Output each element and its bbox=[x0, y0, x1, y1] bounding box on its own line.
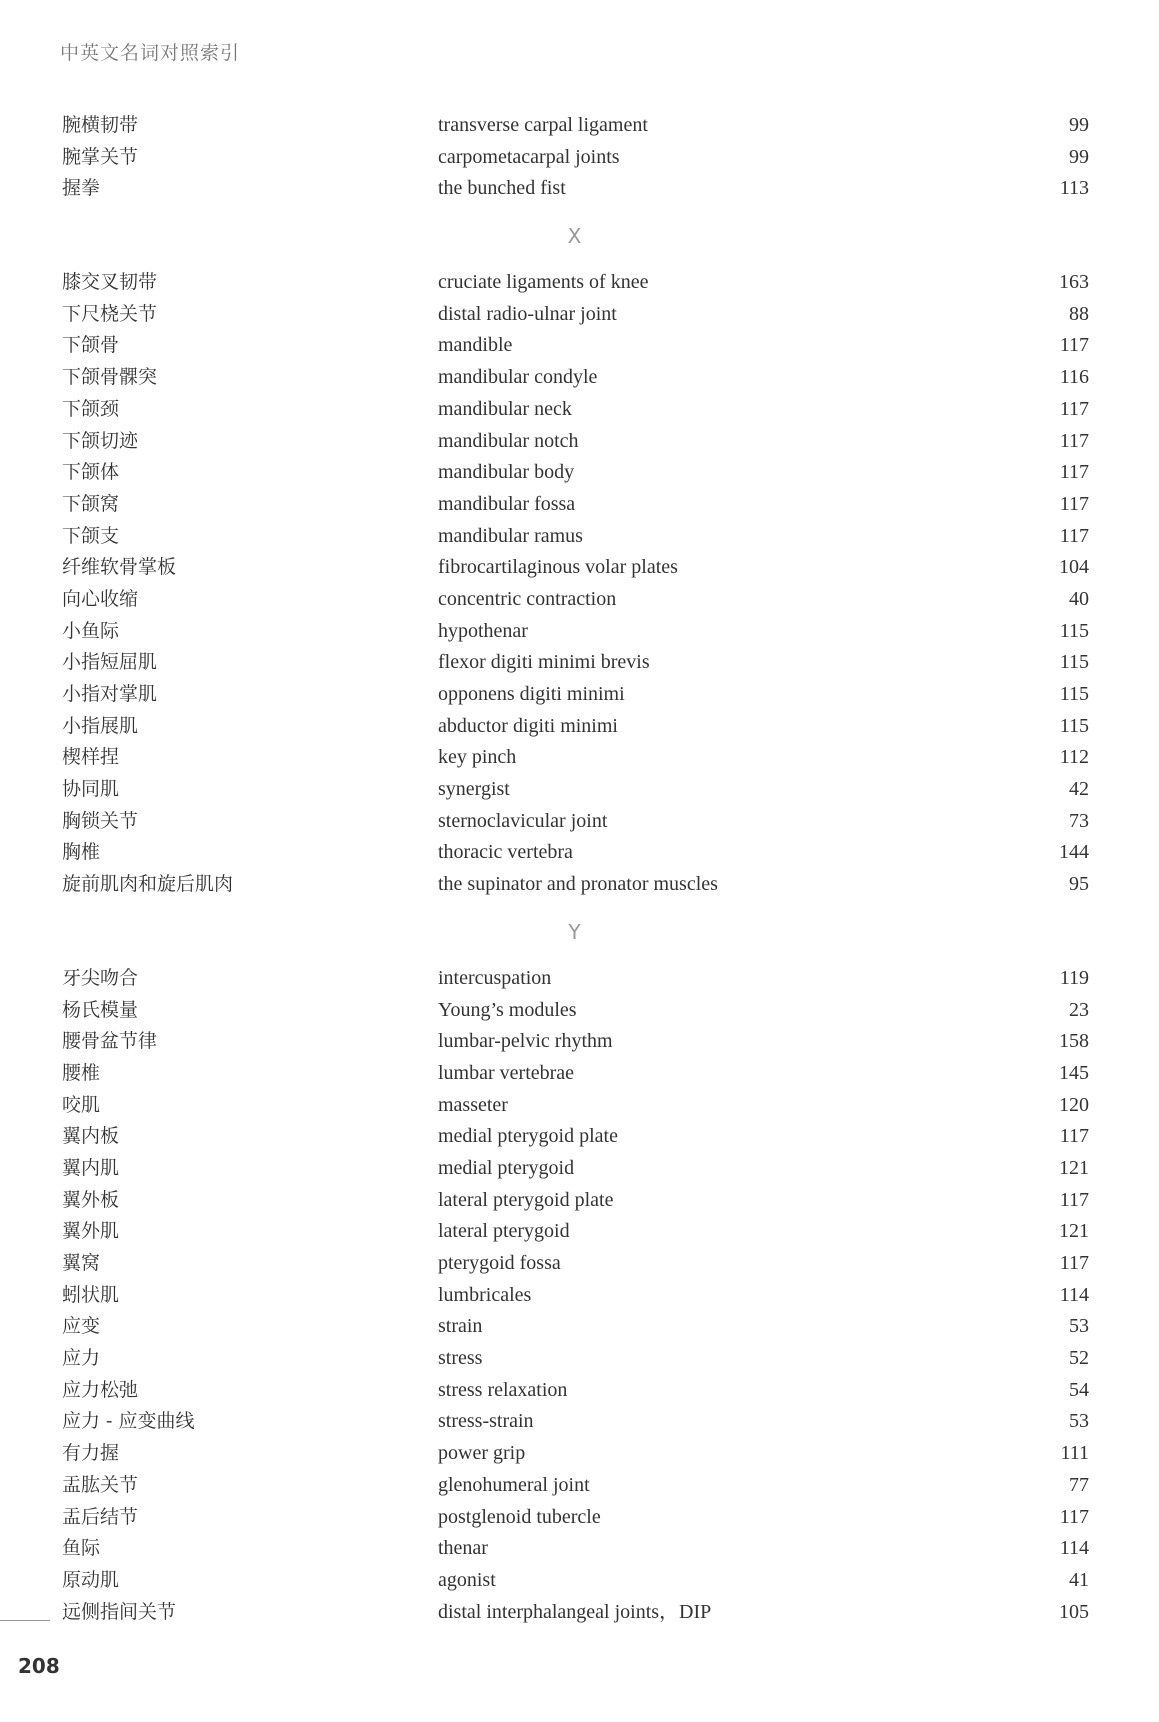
page-ref: 53 bbox=[1069, 1315, 1089, 1338]
english-term: thenar bbox=[438, 1537, 488, 1560]
page-ref: 77 bbox=[1069, 1473, 1089, 1496]
english-term: the supinator and pronator muscles bbox=[438, 873, 718, 896]
english-term: thoracic vertebra bbox=[438, 841, 573, 864]
chinese-term: 腰椎 bbox=[62, 1061, 101, 1084]
chinese-term: 胸椎 bbox=[62, 841, 101, 864]
page-ref: 163 bbox=[1059, 271, 1089, 294]
chinese-term: 纤维软骨掌板 bbox=[62, 556, 177, 579]
page-number: 208 bbox=[18, 1654, 60, 1678]
english-term: Young’s modules bbox=[438, 998, 577, 1021]
english-term: lumbar vertebrae bbox=[438, 1061, 575, 1084]
english-term: hypothenar bbox=[438, 619, 528, 642]
index-entry bbox=[0, 711, 1159, 743]
page-ref: 145 bbox=[1059, 1061, 1089, 1084]
page-ref: 115 bbox=[1059, 619, 1089, 642]
chinese-term: 翼外肌 bbox=[62, 1220, 120, 1243]
index-entry bbox=[0, 552, 1159, 584]
english-term: postglenoid tubercle bbox=[438, 1505, 601, 1528]
index-entry bbox=[0, 647, 1159, 679]
index-entry bbox=[0, 1153, 1159, 1185]
chinese-term: 应变 bbox=[62, 1315, 101, 1338]
page-ref: 111 bbox=[1060, 1442, 1089, 1465]
english-term: pterygoid fossa bbox=[438, 1252, 561, 1274]
english-term: lumbar-pelvic rhythm bbox=[438, 1030, 613, 1053]
chinese-term: 下颌骨髁突 bbox=[62, 366, 158, 389]
index-entry bbox=[0, 584, 1159, 616]
english-term: fibrocartilaginous volar plates bbox=[438, 556, 678, 579]
english-term: mandibular condyle bbox=[438, 366, 598, 389]
chinese-term: 下颌支 bbox=[62, 524, 120, 547]
index-entry bbox=[0, 521, 1159, 553]
chinese-term: 翼内板 bbox=[62, 1125, 120, 1148]
english-term: mandibular notch bbox=[438, 429, 579, 452]
chinese-term: 向心收缩 bbox=[62, 587, 139, 610]
index-entry bbox=[0, 1248, 1159, 1280]
index-entry bbox=[0, 362, 1159, 394]
section-letter bbox=[0, 901, 1159, 963]
english-term: stress-strain bbox=[438, 1410, 534, 1433]
english-term: mandible bbox=[438, 334, 513, 357]
index-entry bbox=[0, 679, 1159, 711]
chinese-term: 下颌骨 bbox=[62, 334, 120, 357]
index-entry bbox=[0, 616, 1159, 648]
chinese-term: 小指对掌肌 bbox=[62, 683, 158, 705]
chinese-term: 翼窝 bbox=[62, 1252, 101, 1274]
chinese-term: 翼内肌 bbox=[62, 1156, 120, 1179]
english-term: cruciate ligaments of knee bbox=[438, 271, 649, 294]
index-entry bbox=[0, 1185, 1159, 1217]
page-ref: 144 bbox=[1059, 841, 1089, 864]
page-ref: 104 bbox=[1059, 556, 1089, 579]
page-ref: 117 bbox=[1059, 1125, 1089, 1148]
english-term: transverse carpal ligament bbox=[438, 114, 648, 136]
page-ref: 99 bbox=[1069, 114, 1089, 136]
english-term: power grip bbox=[438, 1442, 526, 1465]
page-ref: 117 bbox=[1059, 334, 1089, 357]
chinese-term: 原动肌 bbox=[62, 1568, 120, 1591]
english-term: masseter bbox=[438, 1093, 508, 1116]
index-entry bbox=[0, 774, 1159, 806]
chinese-term: 腕掌关节 bbox=[62, 145, 139, 168]
index-entry bbox=[0, 1311, 1159, 1343]
index-entry bbox=[0, 299, 1159, 331]
page-ref: 112 bbox=[1059, 746, 1089, 769]
page-ref: 121 bbox=[1059, 1156, 1089, 1179]
english-term: stress bbox=[438, 1347, 483, 1370]
index-entry bbox=[0, 1058, 1159, 1090]
chinese-term: 有力握 bbox=[62, 1442, 120, 1465]
chinese-term: 远侧指间关节 bbox=[62, 1600, 177, 1623]
chinese-term: 小鱼际 bbox=[62, 619, 120, 642]
english-term: mandibular neck bbox=[438, 397, 572, 420]
page-ref: 117 bbox=[1059, 429, 1089, 452]
index-entry bbox=[0, 1216, 1159, 1248]
page-ref: 113 bbox=[1059, 177, 1089, 200]
page-ref: 41 bbox=[1069, 1568, 1089, 1591]
index-entry bbox=[0, 1343, 1159, 1375]
chinese-term: 咬肌 bbox=[62, 1093, 101, 1116]
chinese-term: 小指短屈肌 bbox=[62, 651, 158, 674]
index-entry bbox=[0, 1502, 1159, 1534]
index-entry bbox=[0, 1121, 1159, 1153]
page-ref: 117 bbox=[1059, 524, 1089, 547]
page-ref: 117 bbox=[1059, 397, 1089, 420]
page-ref: 52 bbox=[1069, 1347, 1089, 1370]
chinese-term: 翼外板 bbox=[62, 1188, 120, 1211]
chinese-term: 应力 bbox=[62, 1347, 101, 1370]
index-entry bbox=[0, 1280, 1159, 1312]
page-ref: 121 bbox=[1059, 1220, 1089, 1243]
page-ref: 117 bbox=[1059, 1505, 1089, 1528]
chinese-term: 楔样捏 bbox=[62, 746, 120, 769]
page-ref: 117 bbox=[1059, 1188, 1089, 1211]
index-entry bbox=[0, 267, 1159, 299]
index-entry bbox=[0, 142, 1159, 174]
english-term: the bunched fist bbox=[438, 177, 566, 200]
chinese-term: 下颌颈 bbox=[62, 397, 120, 420]
page-ref: 99 bbox=[1069, 145, 1089, 168]
index-entry bbox=[0, 1470, 1159, 1502]
index-entry bbox=[0, 963, 1159, 995]
english-term: medial pterygoid bbox=[438, 1156, 575, 1179]
english-term: sternoclavicular joint bbox=[438, 809, 608, 832]
chinese-term: 腕横韧带 bbox=[62, 114, 139, 136]
english-term: abductor digiti minimi bbox=[438, 714, 618, 737]
chinese-term: 杨氏模量 bbox=[62, 998, 139, 1021]
english-term: key pinch bbox=[438, 746, 517, 769]
english-term: distal interphalangeal joints，DIP bbox=[438, 1600, 712, 1623]
index-entry bbox=[0, 995, 1159, 1027]
index-entry bbox=[0, 806, 1159, 838]
english-term: mandibular ramus bbox=[438, 524, 583, 547]
index-entry bbox=[0, 489, 1159, 521]
english-term: lateral pterygoid bbox=[438, 1220, 570, 1243]
index-entry bbox=[0, 1597, 1159, 1629]
page-ref: 119 bbox=[1059, 966, 1089, 989]
chinese-term: 旋前肌肉和旋后肌肉 bbox=[62, 873, 234, 896]
index-entry bbox=[0, 1565, 1159, 1597]
english-term: flexor digiti minimi brevis bbox=[438, 651, 650, 674]
index-entry bbox=[0, 426, 1159, 458]
page-ref: 105 bbox=[1059, 1600, 1089, 1623]
chinese-term: 蚓状肌 bbox=[62, 1283, 120, 1306]
english-term: glenohumeral joint bbox=[438, 1473, 590, 1496]
english-term: distal radio-ulnar joint bbox=[438, 302, 617, 325]
index-entry bbox=[0, 1090, 1159, 1122]
index-entry bbox=[0, 742, 1159, 774]
page-ref: 114 bbox=[1059, 1283, 1089, 1306]
section-letter bbox=[0, 205, 1159, 267]
chinese-term: 下颌切迹 bbox=[62, 429, 139, 452]
index-entry bbox=[0, 330, 1159, 362]
english-term: medial pterygoid plate bbox=[438, 1125, 618, 1148]
page-ref: 23 bbox=[1069, 998, 1089, 1021]
page-ref: 117 bbox=[1059, 492, 1089, 515]
page-ref: 117 bbox=[1059, 461, 1089, 484]
index-entry bbox=[0, 457, 1159, 489]
english-term: carpometacarpal joints bbox=[438, 145, 620, 168]
chinese-term: 应力 - 应变曲线 bbox=[62, 1410, 195, 1433]
chinese-term: 盂肱关节 bbox=[62, 1473, 139, 1496]
page-ref: 115 bbox=[1059, 651, 1089, 674]
index-entry bbox=[0, 1406, 1159, 1438]
page-ref: 42 bbox=[1069, 778, 1089, 801]
chinese-term: 膝交叉韧带 bbox=[62, 271, 158, 294]
english-term: lumbricales bbox=[438, 1283, 532, 1306]
chinese-term: 应力松弛 bbox=[62, 1378, 139, 1401]
english-term: opponens digiti minimi bbox=[438, 683, 625, 705]
page-ref: 54 bbox=[1069, 1378, 1089, 1401]
chinese-term: 胸锁关节 bbox=[62, 809, 139, 832]
section-letter-text: Y bbox=[568, 919, 581, 944]
page-ref: 116 bbox=[1059, 366, 1089, 389]
page-ref: 115 bbox=[1059, 683, 1089, 705]
index-entry bbox=[0, 394, 1159, 426]
chinese-term: 鱼际 bbox=[62, 1537, 101, 1560]
page-ref: 117 bbox=[1059, 1252, 1089, 1274]
chinese-term: 握拳 bbox=[62, 177, 101, 200]
index-list bbox=[0, 110, 1159, 1628]
index-entry bbox=[0, 1438, 1159, 1470]
index-entry bbox=[0, 1375, 1159, 1407]
section-letter-text: X bbox=[567, 224, 582, 249]
chinese-term: 协同肌 bbox=[62, 778, 120, 801]
index-entry bbox=[0, 110, 1159, 142]
english-term: mandibular fossa bbox=[438, 492, 576, 515]
index-entry bbox=[0, 837, 1159, 869]
english-term: agonist bbox=[438, 1568, 496, 1591]
chinese-term: 下颌窝 bbox=[62, 492, 120, 515]
chinese-term: 下颌体 bbox=[62, 461, 120, 484]
page-ref: 95 bbox=[1069, 873, 1089, 896]
english-term: lateral pterygoid plate bbox=[438, 1188, 614, 1211]
english-term: synergist bbox=[438, 778, 510, 801]
page-ref: 53 bbox=[1069, 1410, 1089, 1433]
english-term: stress relaxation bbox=[438, 1378, 568, 1401]
page-ref: 158 bbox=[1059, 1030, 1089, 1053]
chinese-term: 下尺桡关节 bbox=[62, 302, 158, 325]
page-ref: 73 bbox=[1069, 809, 1089, 832]
page-ref: 114 bbox=[1059, 1537, 1089, 1560]
running-head: 中英文名词对照索引 bbox=[60, 42, 241, 64]
index-entry bbox=[0, 1533, 1159, 1565]
english-term: mandibular body bbox=[438, 461, 575, 484]
page-ref: 120 bbox=[1059, 1093, 1089, 1116]
index-entry bbox=[0, 1026, 1159, 1058]
chinese-term: 小指展肌 bbox=[62, 714, 139, 737]
page-ref: 88 bbox=[1069, 302, 1089, 325]
english-term: strain bbox=[438, 1315, 483, 1338]
folio-rule bbox=[0, 1620, 50, 1621]
index-entry bbox=[0, 869, 1159, 901]
chinese-term: 腰骨盆节律 bbox=[62, 1030, 158, 1053]
page-ref: 40 bbox=[1069, 587, 1089, 610]
index-entry bbox=[0, 173, 1159, 205]
chinese-term: 牙尖吻合 bbox=[62, 966, 139, 989]
page-ref: 115 bbox=[1059, 714, 1089, 737]
english-term: intercuspation bbox=[438, 966, 552, 989]
chinese-term: 盂后结节 bbox=[62, 1505, 139, 1528]
english-term: concentric contraction bbox=[438, 587, 617, 610]
